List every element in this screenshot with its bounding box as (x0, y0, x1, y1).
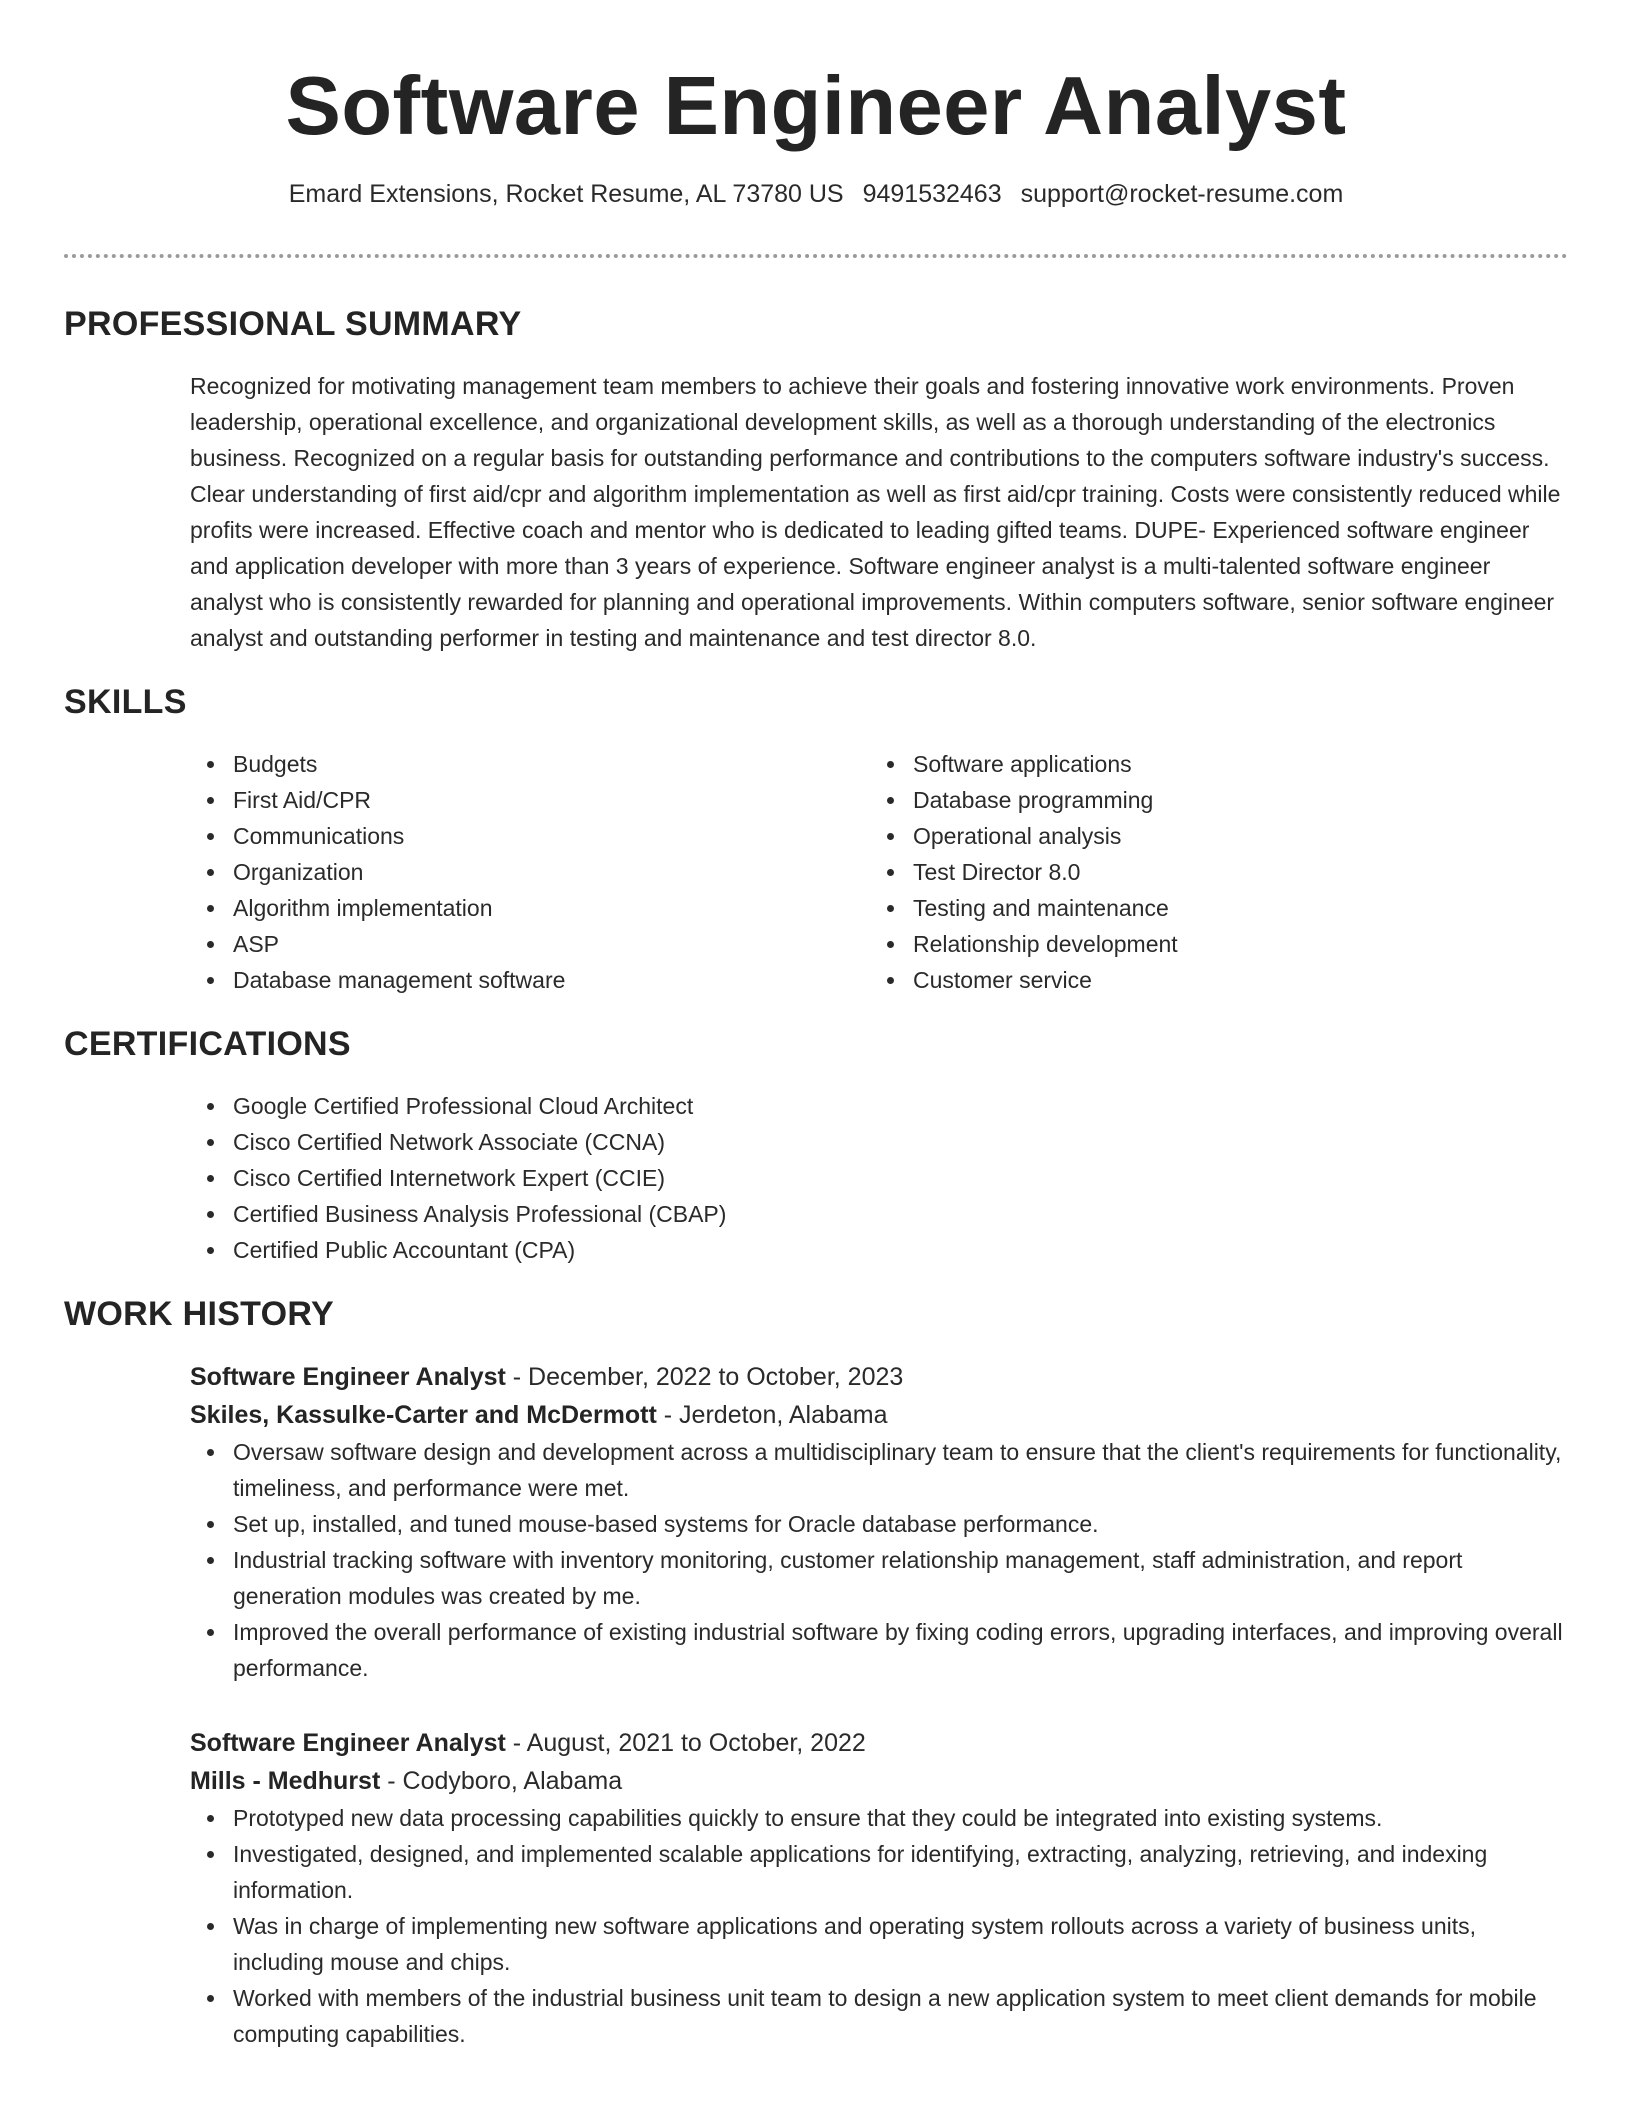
skill-item: Software applications (870, 746, 1550, 782)
skills-heading: SKILLS (64, 683, 187, 721)
work-history-heading: WORK HISTORY (64, 1295, 334, 1333)
job-bullet: Set up, installed, and tuned mouse-based systems for Oracle database performance. (190, 1506, 1568, 1542)
skills-grid (190, 746, 1568, 998)
certification-item: Certified Business Analysis Professional (CBAP) (190, 1196, 1568, 1232)
job-bullet: Oversaw software design and development across a multidisciplinary team to ensure that the client's requirements for functionality, timeliness, and performance were met. (190, 1434, 1568, 1506)
job-role: Software Engineer Analyst (190, 1363, 506, 1391)
skill-item: Budgets (190, 746, 870, 782)
skill-item: ASP (190, 926, 870, 962)
skill-item: Organization (190, 854, 870, 890)
contact-phone: 9491532463 (862, 180, 1002, 208)
summary-text: Recognized for motivating management team members to achieve their goals and fostering innovative work environments. Proven leadership, operational excellence, and organizational development skills, as well as a thorough understanding of the electronics business. Recognized on a regular basis for outstanding performance and contributions to the computers software industry's success. Clear understanding of first aid/cpr and algorithm implementation as well as first aid/cpr training. Costs were consistently reduced while profits were increased. Effective coach and mentor who is dedicated to leading gifted teams. DUPE- Experienced software engineer and application developer with more than 3 years of experience. Software engineer analyst is a multi-talented software engineer analyst who is consistently rewarded for planning and operational improvements. Within computers software, senior software engineer analyst and outstanding performer in testing and maintenance and test director 8.0. (190, 373, 1561, 651)
job-company-line (190, 1762, 1568, 1800)
job-bullets (190, 1800, 1568, 2052)
job-dates: - August, 2021 to October, 2022 (505, 1729, 866, 1757)
job-bullet: Prototyped new data processing capabilities quickly to ensure that they could be integrated into existing systems. (190, 1800, 1568, 1836)
contact-email: support@rocket-resume.com (1020, 180, 1344, 208)
job-company: Skiles, Kassulke-Carter and McDermott (190, 1401, 657, 1429)
certifications-list (190, 1088, 1568, 1268)
contact-address: Emard Extensions, Rocket Resume, AL 73780 US (288, 180, 844, 208)
job-company: Mills - Medhurst (190, 1767, 381, 1795)
skill-item: Test Director 8.0 (870, 854, 1550, 890)
job-location: - Jerdeton, Alabama (656, 1401, 888, 1429)
skill-item: First Aid/CPR (190, 782, 870, 818)
job-entry (190, 1724, 1568, 2052)
certification-item: Certified Public Accountant (CPA) (190, 1232, 1568, 1268)
job-bullet: Worked with members of the industrial business unit team to design a new application system to meet client demands for mobile computing capabilities. (190, 1980, 1568, 2052)
job-role: Software Engineer Analyst (190, 1729, 506, 1757)
skills-column-left (190, 746, 870, 998)
job-bullet: Was in charge of implementing new software applications and operating system rollouts across a variety of business units, including mouse and chips. (190, 1908, 1568, 1980)
certification-item: Google Certified Professional Cloud Architect (190, 1088, 1568, 1124)
job-bullet: Investigated, designed, and implemented scalable applications for identifying, extracting, analyzing, retrieving, and indexing information. (190, 1836, 1568, 1908)
job-title-line (190, 1358, 1568, 1396)
certification-item: Cisco Certified Internetwork Expert (CCIE) (190, 1160, 1568, 1196)
job-bullets (190, 1434, 1568, 1686)
job-dates: - December, 2022 to October, 2023 (505, 1363, 904, 1391)
skill-item: Operational analysis (870, 818, 1550, 854)
job-title-line (190, 1724, 1568, 1762)
skill-item: Database programming (870, 782, 1550, 818)
skills-column-right (870, 746, 1550, 998)
job-location: - Codyboro, Alabama (380, 1767, 623, 1795)
skill-item: Relationship development (870, 926, 1550, 962)
job-bullet: Improved the overall performance of existing industrial software by fixing coding errors, upgrading interfaces, and improving overall performance. (190, 1614, 1568, 1686)
skill-item: Database management software (190, 962, 870, 998)
summary-heading: PROFESSIONAL SUMMARY (64, 305, 522, 343)
candidate-name: Software Engineer Analyst (285, 59, 1347, 152)
resume-page (64, 0, 1568, 2052)
header-divider (64, 254, 1568, 258)
certification-item: Cisco Certified Network Associate (CCNA) (190, 1124, 1568, 1160)
certifications-heading: CERTIFICATIONS (64, 1025, 351, 1063)
skill-item: Communications (190, 818, 870, 854)
skill-item: Testing and maintenance (870, 890, 1550, 926)
contact-line (64, 178, 1568, 210)
job-entry (190, 1358, 1568, 1686)
skill-item: Customer service (870, 962, 1550, 998)
job-bullet: Industrial tracking software with inventory monitoring, customer relationship management, staff administration, and report generation modules was created by me. (190, 1542, 1568, 1614)
skill-item: Algorithm implementation (190, 890, 870, 926)
job-company-line (190, 1396, 1568, 1434)
